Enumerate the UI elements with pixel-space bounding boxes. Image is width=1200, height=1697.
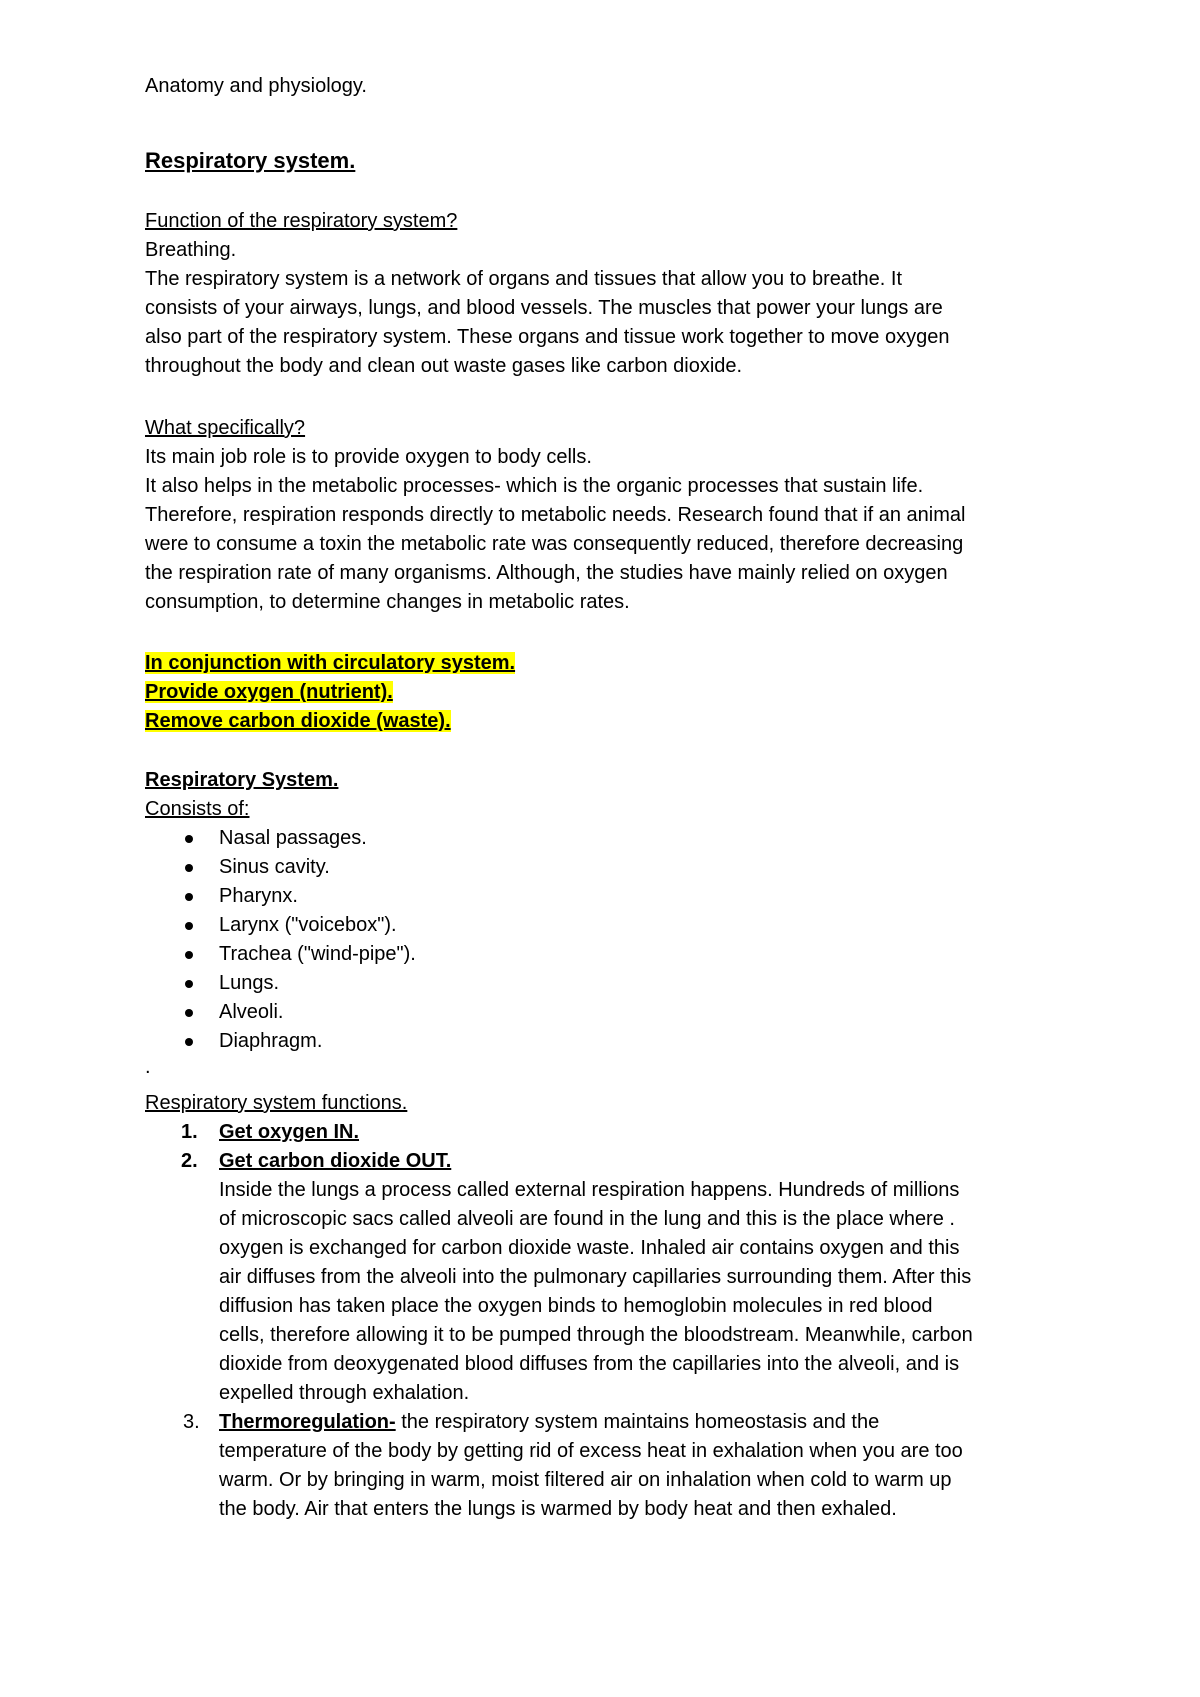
components-subheading: Consists of: <box>145 798 250 820</box>
thermo-line: temperature of the body by getting rid of excess heat in exhalation when you are too <box>219 1440 963 1462</box>
function-item-thermoregulation <box>145 1408 1075 1524</box>
thermo-first-line: the respiratory system maintains homeostasis and the <box>395 1411 880 1433</box>
specific-line: Its main job role is to provide oxygen to body cells. <box>145 446 592 468</box>
specific-section <box>145 414 1075 617</box>
components-heading: Respiratory System. <box>145 769 339 791</box>
thermo-line: the body. Air that enters the lungs is warmed by body heat and then exhaled. <box>219 1498 897 1520</box>
list-item: Trachea ("wind-pipe"). <box>145 940 1075 969</box>
external-respiration-line: oxygen is exchanged for carbon dioxide waste. Inhaled air contains oxygen and this <box>219 1237 960 1259</box>
external-respiration-line: dioxide from deoxygenated blood diffuses from the capillaries into the alveoli, and is <box>219 1353 960 1375</box>
components-list <box>145 824 1075 1056</box>
specific-line: consumption, to determine changes in metabolic rates. <box>145 591 630 613</box>
function-line: also part of the respiratory system. These organs and tissue work together to move oxygen <box>145 326 950 348</box>
stray-mark: . <box>145 1056 151 1078</box>
list-item: Sinus cavity. <box>145 853 1075 882</box>
item-title: Get carbon dioxide OUT. <box>219 1150 452 1172</box>
external-respiration-line: air diffuses from the alveoli into the pulmonary capillaries surrounding them. After this <box>219 1266 972 1288</box>
highlight-block <box>145 649 1075 736</box>
item-number: 3. <box>183 1411 200 1433</box>
components-section <box>145 766 1075 1078</box>
function-line: throughout the body and clean out waste gases like carbon dioxide. <box>145 355 743 377</box>
specific-line: the respiration rate of many organisms. Although, the studies have mainly relied on oxygen <box>145 562 948 584</box>
highlight-line: In conjunction with circulatory system. <box>145 652 516 674</box>
item-number: 2. <box>181 1150 198 1172</box>
list-item: Larynx ("voicebox"). <box>145 911 1075 940</box>
list-item: Nasal passages. <box>145 824 1075 853</box>
functions-section <box>145 1089 1075 1524</box>
function-line: The respiratory system is a network of organs and tissues that allow you to breathe. It <box>145 268 903 290</box>
function-line: consists of your airways, lungs, and blood vessels. The muscles that power your lungs are <box>145 297 943 319</box>
external-respiration-line: Inside the lungs a process called external respiration happens. Hundreds of millions <box>219 1179 960 1201</box>
function-answer: Breathing. <box>145 239 237 261</box>
document-title: Anatomy and physiology. <box>145 75 367 97</box>
list-item: Pharynx. <box>145 882 1075 911</box>
thermo-line: warm. Or by bringing in warm, moist filtered air on inhalation when cold to warm up <box>219 1469 952 1491</box>
item-number: 1. <box>181 1121 198 1143</box>
main-heading: Respiratory system. <box>145 148 356 173</box>
external-respiration-line: of microscopic sacs called alveoli are found in the lung and this is the place where . <box>219 1208 955 1230</box>
external-respiration-line: expelled through exhalation. <box>219 1382 470 1404</box>
specific-line: were to consume a toxin the metabolic rate was consequently reduced, therefore decreasing <box>145 533 964 555</box>
function-section <box>145 207 1075 381</box>
external-respiration-line: diffusion has taken place the oxygen binds to hemoglobin molecules in red blood <box>219 1295 933 1317</box>
function-item-carbon-dioxide <box>145 1147 1075 1408</box>
external-respiration-line: cells, therefore allowing it to be pumped through the bloodstream. Meanwhile, carbon <box>219 1324 973 1346</box>
specific-question: What specifically? <box>145 417 306 439</box>
function-item-oxygen <box>145 1118 1075 1147</box>
specific-line: Therefore, respiration responds directly to metabolic needs. Research found that if an animal <box>145 504 966 526</box>
specific-line: It also helps in the metabolic processes- which is the organic processes that sustain life. <box>145 475 924 497</box>
highlight-line: Provide oxygen (nutrient). <box>145 681 393 703</box>
list-item: Alveoli. <box>145 998 1075 1027</box>
functions-heading: Respiratory system functions. <box>145 1092 408 1114</box>
list-item: Lungs. <box>145 969 1075 998</box>
function-question: Function of the respiratory system? <box>145 210 458 232</box>
item-title: Thermoregulation- <box>219 1411 396 1433</box>
highlight-line: Remove carbon dioxide (waste). <box>145 710 451 732</box>
list-item: Diaphragm. <box>145 1027 1075 1056</box>
item-title: Get oxygen IN. <box>219 1121 360 1143</box>
